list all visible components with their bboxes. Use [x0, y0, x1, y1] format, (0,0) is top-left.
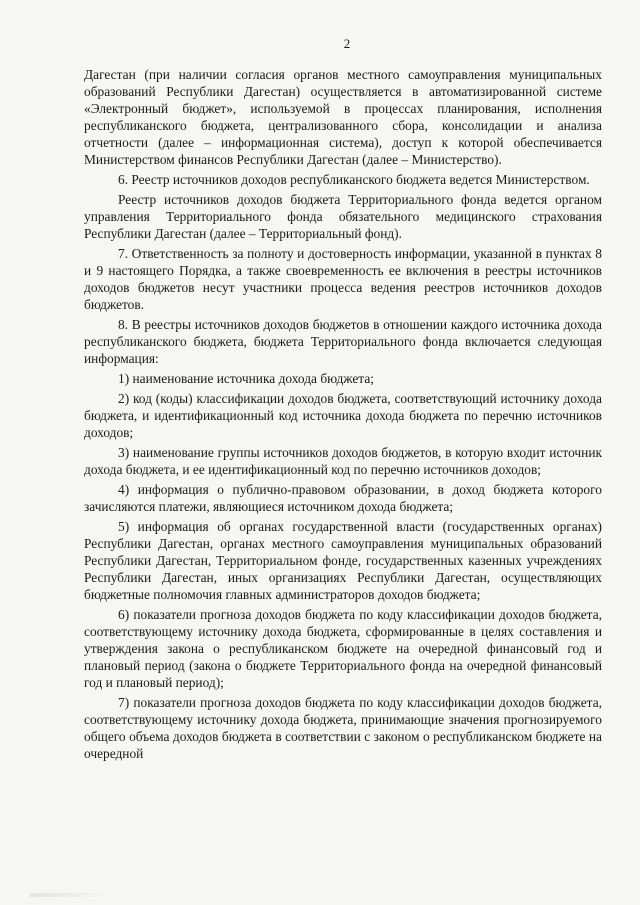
document-body [84, 66, 602, 762]
list-item-5: 5) информация об органах государственной власти (государственных органах) Республики Дагестан, органах местного самоуправления муниципальных образований Республики Дагестан, Территориальном фонде, государственных казенных учреждениях Республики Дагестан, иных организациях Республики Дагестан, осуществляющих бюджетные полномочия главных администраторов доходов бюджета; [84, 519, 602, 602]
paragraph-item-7: 7. Ответственность за полноту и достоверность информации, указанной в пунктах 8 и 9 настоящего Порядка, а также своевременность ее включения в реестры источников доходов бюджетов несут участники процесса ведения реестров источников доходов бюджетов. [84, 246, 602, 312]
list-item-7: 7) показатели прогноза доходов бюджета по коду классификации доходов бюджета, соответствующему источнику дохода бюджета, принимающие значения прогнозируемого общего объема доходов бюджета в соответствии с законом о республиканском бюджете на очередной [84, 695, 602, 761]
paragraph-item-6: 6. Реестр источников доходов республиканского бюджета ведется Министерством. [118, 172, 590, 187]
list-item-3: 3) наименование группы источников доходов бюджетов, в которую входит источник дохода бюджета, и ее идентификационный код по перечню источников доходов; [84, 445, 602, 477]
page-number: 2 [343, 36, 351, 51]
list-item-6: 6) показатели прогноза доходов бюджета по коду классификации доходов бюджета, соответствующему источнику дохода бюджета, сформированные в целях составления и утверждения закона о республиканском бюджете на очередной финансовый год и плановый период (закона о бюджете Территориального фонда на очередной финансовый год и плановый период); [84, 607, 602, 690]
scan-artifact [30, 893, 110, 897]
paragraph-item-8: 8. В реестры источников доходов бюджетов в отношении каждого источника дохода республиканского бюджета, бюджета Территориального фонда включается следующая информация: [84, 317, 602, 366]
list-item-1: 1) наименование источника дохода бюджета; [118, 371, 374, 386]
list-item-4: 4) информация о публично-правовом образовании, в доход бюджета которого зачисляются платежи, являющиеся источником дохода бюджета; [84, 482, 602, 514]
list-item-2: 2) код (коды) классификации доходов бюджета, соответствующий источнику дохода бюджета, и идентификационный код источника дохода бюджета по перечню источников доходов; [84, 391, 602, 440]
paragraph-continuation: Дагестан (при наличии согласия органов местного самоуправления муниципальных образований Республики Дагестан) осуществляется в автоматизированной системе «Электронный бюджет», используемой в процессах планирования, исполнения республиканского бюджета, централизованного сбора, консолидации и анализа отчетности (далее – информационная система), доступ к которой обеспечивается Министерством финансов Республики Дагестан (далее – Министерство). [84, 67, 602, 167]
paragraph-territorial-fund: Реестр источников доходов бюджета Территориального фонда ведется органом управления Территориального фонда обязательного медицинского страхования Республики Дагестан (далее – Территориальный фонд). [84, 192, 602, 241]
